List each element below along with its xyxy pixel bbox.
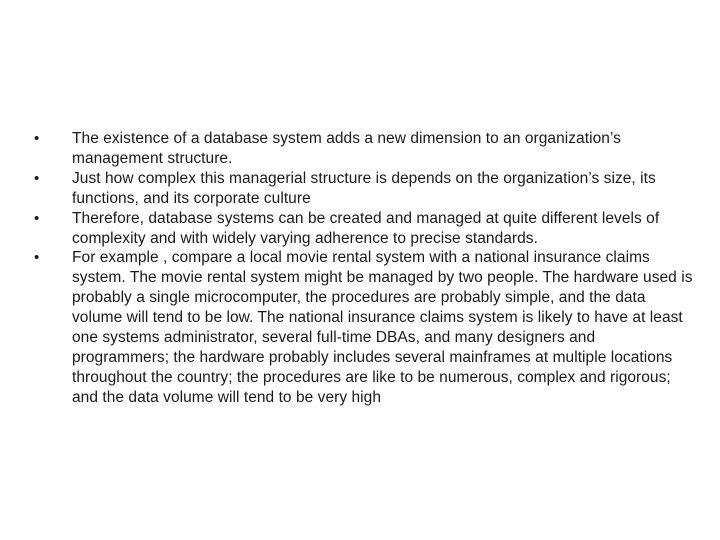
bullet-text: For example , compare a local movie rental system with a national insurance claims system. The movie rental system might be managed by two people. The hardware used is probably a single microcomputer, the procedures are probably simple, and the data volume will tend to be low. The national insurance claims system is likely to have at least one systems administrator, several full-time DBAs, and many designers and programmers; the hardware probably includes several mainframes at multiple locations throughout the country; the procedures are like to be numerous, complex and rigorous; and the data volume will tend to be very high (72, 249, 693, 406)
bullet-list (34, 129, 694, 408)
bullet-marker: • (34, 249, 40, 267)
bullet-item (34, 248, 694, 407)
bullet-item (34, 209, 694, 249)
bullet-marker: • (34, 130, 40, 147)
bullet-item (34, 129, 694, 169)
bullet-item (34, 169, 694, 209)
bullet-text: Therefore, database systems can be created and managed at quite different levels of complexity and with widely varying adherence to precise standards. (72, 209, 660, 247)
bullet-text: The existence of a database system adds a new dimension to an organization’s management structure. (72, 130, 621, 167)
bullet-text: Just how complex this managerial structure is depends on the organization’s size, its functions, and its corporate culture (72, 169, 656, 207)
bullet-marker: • (34, 169, 40, 187)
bullet-marker: • (34, 209, 40, 227)
